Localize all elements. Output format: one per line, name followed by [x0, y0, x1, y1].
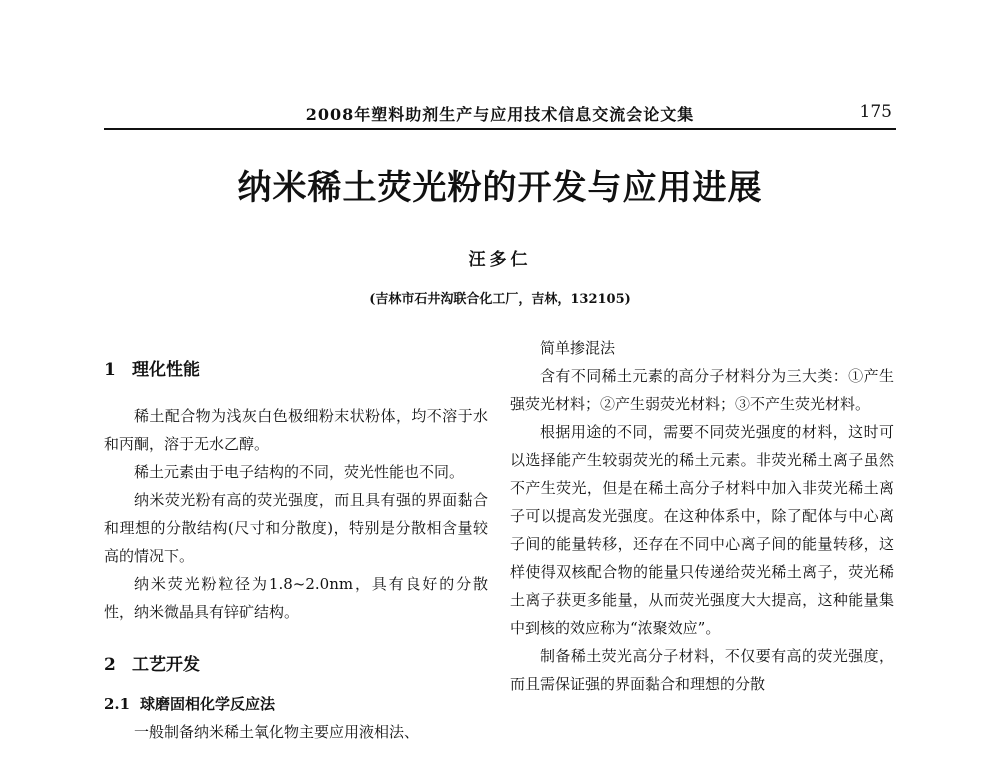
paragraph: 纳米荧光粉粒径为1.8~2.0nm，具有良好的分散性，纳米微晶具有锌矿结构。	[104, 575, 488, 621]
section-1-heading	[104, 353, 488, 387]
section-title: 工艺开发	[132, 655, 200, 675]
paper-title: 纳米稀土荧光粉的开发与应用进展	[237, 168, 763, 208]
paragraph: 根据用途的不同，需要不同荧光强度的材料，这时可以选择能产生较弱荧光的稀土元素。非荧光稀土离子虽然不产生荧光，但是在稀土高分子材料中加入非荧光稀土离子可以提高发光强度。在这种体系中，除了配体与中心离子间的能量转移，还存在不同中心离子间的能量转移，这样使得双核配合物的能量只传递给荧光稀土离子，荧光稀土离子获更多能量，从而荧光强度大大提高，这种能量集中到核的效应称为“浓聚效应”。	[510, 423, 894, 637]
section-title: 理化性能	[132, 360, 200, 380]
section-2-heading	[104, 648, 488, 682]
right-column	[510, 334, 894, 698]
subsection-number: 2.1	[104, 695, 131, 713]
subsection-title: 球磨固相化学反应法	[140, 695, 276, 713]
author: 汪多仁	[468, 250, 532, 270]
paragraph: 含有不同稀土元素的高分子材料分为三大类：①产生强荧光材料；②产生弱荧光材料；③不产生荧光材料。	[510, 367, 894, 413]
method-label: 简单掺混法	[540, 339, 616, 357]
paragraph: 制备稀土荧光高分子材料，不仅要有高的荧光强度，而且需保证强的界面黏合和理想的分散	[510, 647, 894, 693]
subsection-2-1-heading	[104, 690, 488, 718]
affiliation: (吉林市石井沟联合化工厂，吉林，132105)	[369, 292, 631, 307]
section-number: 1	[104, 360, 116, 380]
header-title: 2008年塑料助剂生产与应用技术信息交流会论文集	[305, 105, 695, 124]
paragraph: 稀土配合物为浅灰白色极细粉末状粉体，均不溶于水和丙酮，溶于无水乙醇。	[104, 407, 488, 453]
paragraph: 纳米荧光粉有高的荧光强度，而且具有强的界面黏合和理想的分散结构(尺寸和分散度)，特别是分散相含量较高的情况下。	[104, 491, 488, 565]
section-number: 2	[104, 655, 116, 675]
left-column	[104, 345, 488, 746]
paragraph: 一般制备纳米稀土氧化物主要应用液相法、	[134, 723, 420, 741]
page-number: 175	[859, 102, 892, 122]
running-header	[104, 98, 896, 130]
paragraph: 稀土元素由于电子结构的不同，荧光性能也不同。	[134, 463, 465, 481]
